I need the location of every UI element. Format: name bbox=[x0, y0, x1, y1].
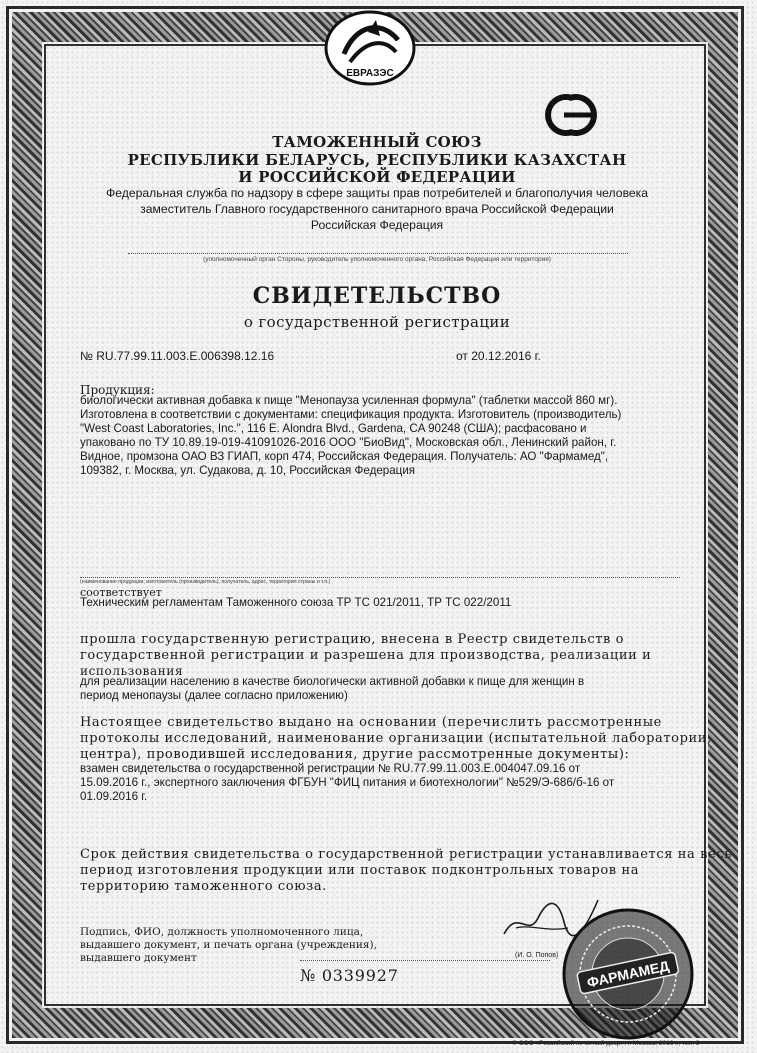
document-title: СВИДЕТЕЛЬСТВО bbox=[252, 283, 502, 309]
stamp-name: ФАРМАМЕД bbox=[585, 957, 671, 991]
product-hint: (наименование продукции, изготовитель (производитель), получатель, адрес, территория страны и т.п.) bbox=[80, 579, 331, 585]
header-hint: (уполномоченный орган Стороны, руководитель уполномоченного органа, Российская Федерация или территория) bbox=[203, 256, 551, 263]
product-line: "West Coast Laboratories, Inc.", 116 E. Alondra Blvd., Gardena, CA 90248 (США); расфасовано и bbox=[80, 422, 587, 435]
conformity-mark-icon bbox=[536, 92, 606, 138]
product-line: упаковано по ТУ 10.89.19-019-41091026-2016 ООО "БиоВид", Московская обл., Ленинский район, г. bbox=[80, 436, 617, 449]
eurasec-emblem bbox=[322, 10, 418, 90]
official-seal bbox=[548, 902, 708, 1042]
product-label: Продукция: bbox=[80, 383, 155, 397]
validity-text: период изготовления продукции или поставок подконтрольных товаров на bbox=[80, 863, 640, 878]
header-russia: И РОССИЙСКОЙ ФЕДЕРАЦИИ bbox=[238, 168, 516, 186]
registered-text: прошла государственную регистрацию, внесена в Реестр свидетельств о bbox=[80, 632, 625, 647]
header-customs-union: ТАМОЖЕННЫЙ СОЮЗ bbox=[272, 133, 482, 151]
divider bbox=[80, 577, 680, 578]
basis-text: центра), проводившей исследования, другие рассмотренные документы): bbox=[80, 747, 630, 762]
header-official: заместитель Главного государственного санитарного врача Российской Федерации bbox=[140, 202, 614, 216]
registered-purpose: период менопаузы (далее согласно приложению) bbox=[80, 689, 348, 702]
signature-line bbox=[300, 960, 550, 961]
basis-documents: взамен свидетельства о государственной регистрации № RU.77.99.11.003.Е.004047.09.16 от bbox=[80, 762, 581, 775]
product-line: 109382, г. Москва, ул. Судакова, д. 10, Российская Федерация bbox=[80, 464, 416, 477]
basis-text: протоколы исследований, наименование организации (испытательной лаборатории, bbox=[80, 731, 712, 746]
validity-text: Срок действия свидетельства о государственной регистрации устанавливается на весь bbox=[80, 847, 732, 862]
conforms-label: соответствует bbox=[80, 586, 162, 599]
header-republics: РЕСПУБЛИКИ БЕЛАРУСЬ, РЕСПУБЛИКИ КАЗАХСТАН bbox=[127, 151, 627, 169]
registered-text: использования bbox=[80, 664, 184, 678]
serial-number: № 0339927 bbox=[300, 966, 399, 985]
signature-caption: выдавшего документ, и печать органа (учреждения), bbox=[80, 939, 377, 951]
registration-date: от 20.12.2016 г. bbox=[456, 349, 541, 363]
product-line: биологически активная добавка к пище "Менопауза усиленная формула" (таблетки массой 860 мг). bbox=[80, 394, 618, 407]
header-agency: Федеральная служба по надзору в сфере защиты прав потребителей и благополучия человека bbox=[105, 186, 649, 200]
signature-caption: выдавшего документ bbox=[80, 952, 197, 964]
validity-text: территорию таможенного союза. bbox=[80, 879, 327, 894]
registration-number: № RU.77.99.11.003.Е.006398.12.16 bbox=[80, 349, 275, 363]
basis-documents: 15.09.2016 г., экспертного заключения ФГБУН "ФИЦ питания и биотехнологии" №529/Э-686/б-16 от bbox=[80, 776, 615, 789]
emblem-label: ЕВРАЗЭС bbox=[346, 68, 394, 79]
product-line: Видное, промзона ОАО ВЗ ГИАП, корп 474, Российская Федерация. Получатель: АО "Фармамед", bbox=[80, 450, 609, 463]
registered-text: государственной регистрации и разрешена для производства, реализации и bbox=[80, 648, 652, 663]
printer-imprint: © ООО «Российский печатный двор», г. Москва, 2016 г., тип. 3 bbox=[512, 1040, 700, 1047]
conforms-text: Техническим регламентам Таможенного союза ТР ТС 021/2011, ТР ТС 022/2011 bbox=[80, 596, 512, 609]
document-subtitle: о государственной регистрации bbox=[243, 313, 511, 331]
product-line: Изготовлена в соответствии с документами: спецификация продукта. Изготовитель (производитель) bbox=[80, 408, 622, 421]
header-country: Российская Федерация bbox=[310, 218, 444, 232]
basis-text: Настоящее свидетельство выдано на основании (перечислить рассмотренные bbox=[80, 715, 662, 730]
signature-caption: Подпись, ФИО, должность уполномоченного лица, bbox=[80, 926, 364, 938]
signer-name: (И. О. Попов) bbox=[515, 952, 559, 959]
divider bbox=[128, 253, 628, 254]
basis-documents: 01.09.2016 г. bbox=[80, 790, 148, 803]
registered-purpose: для реализации населению в качестве биологически активной добавки к пище для женщин в bbox=[80, 675, 585, 688]
